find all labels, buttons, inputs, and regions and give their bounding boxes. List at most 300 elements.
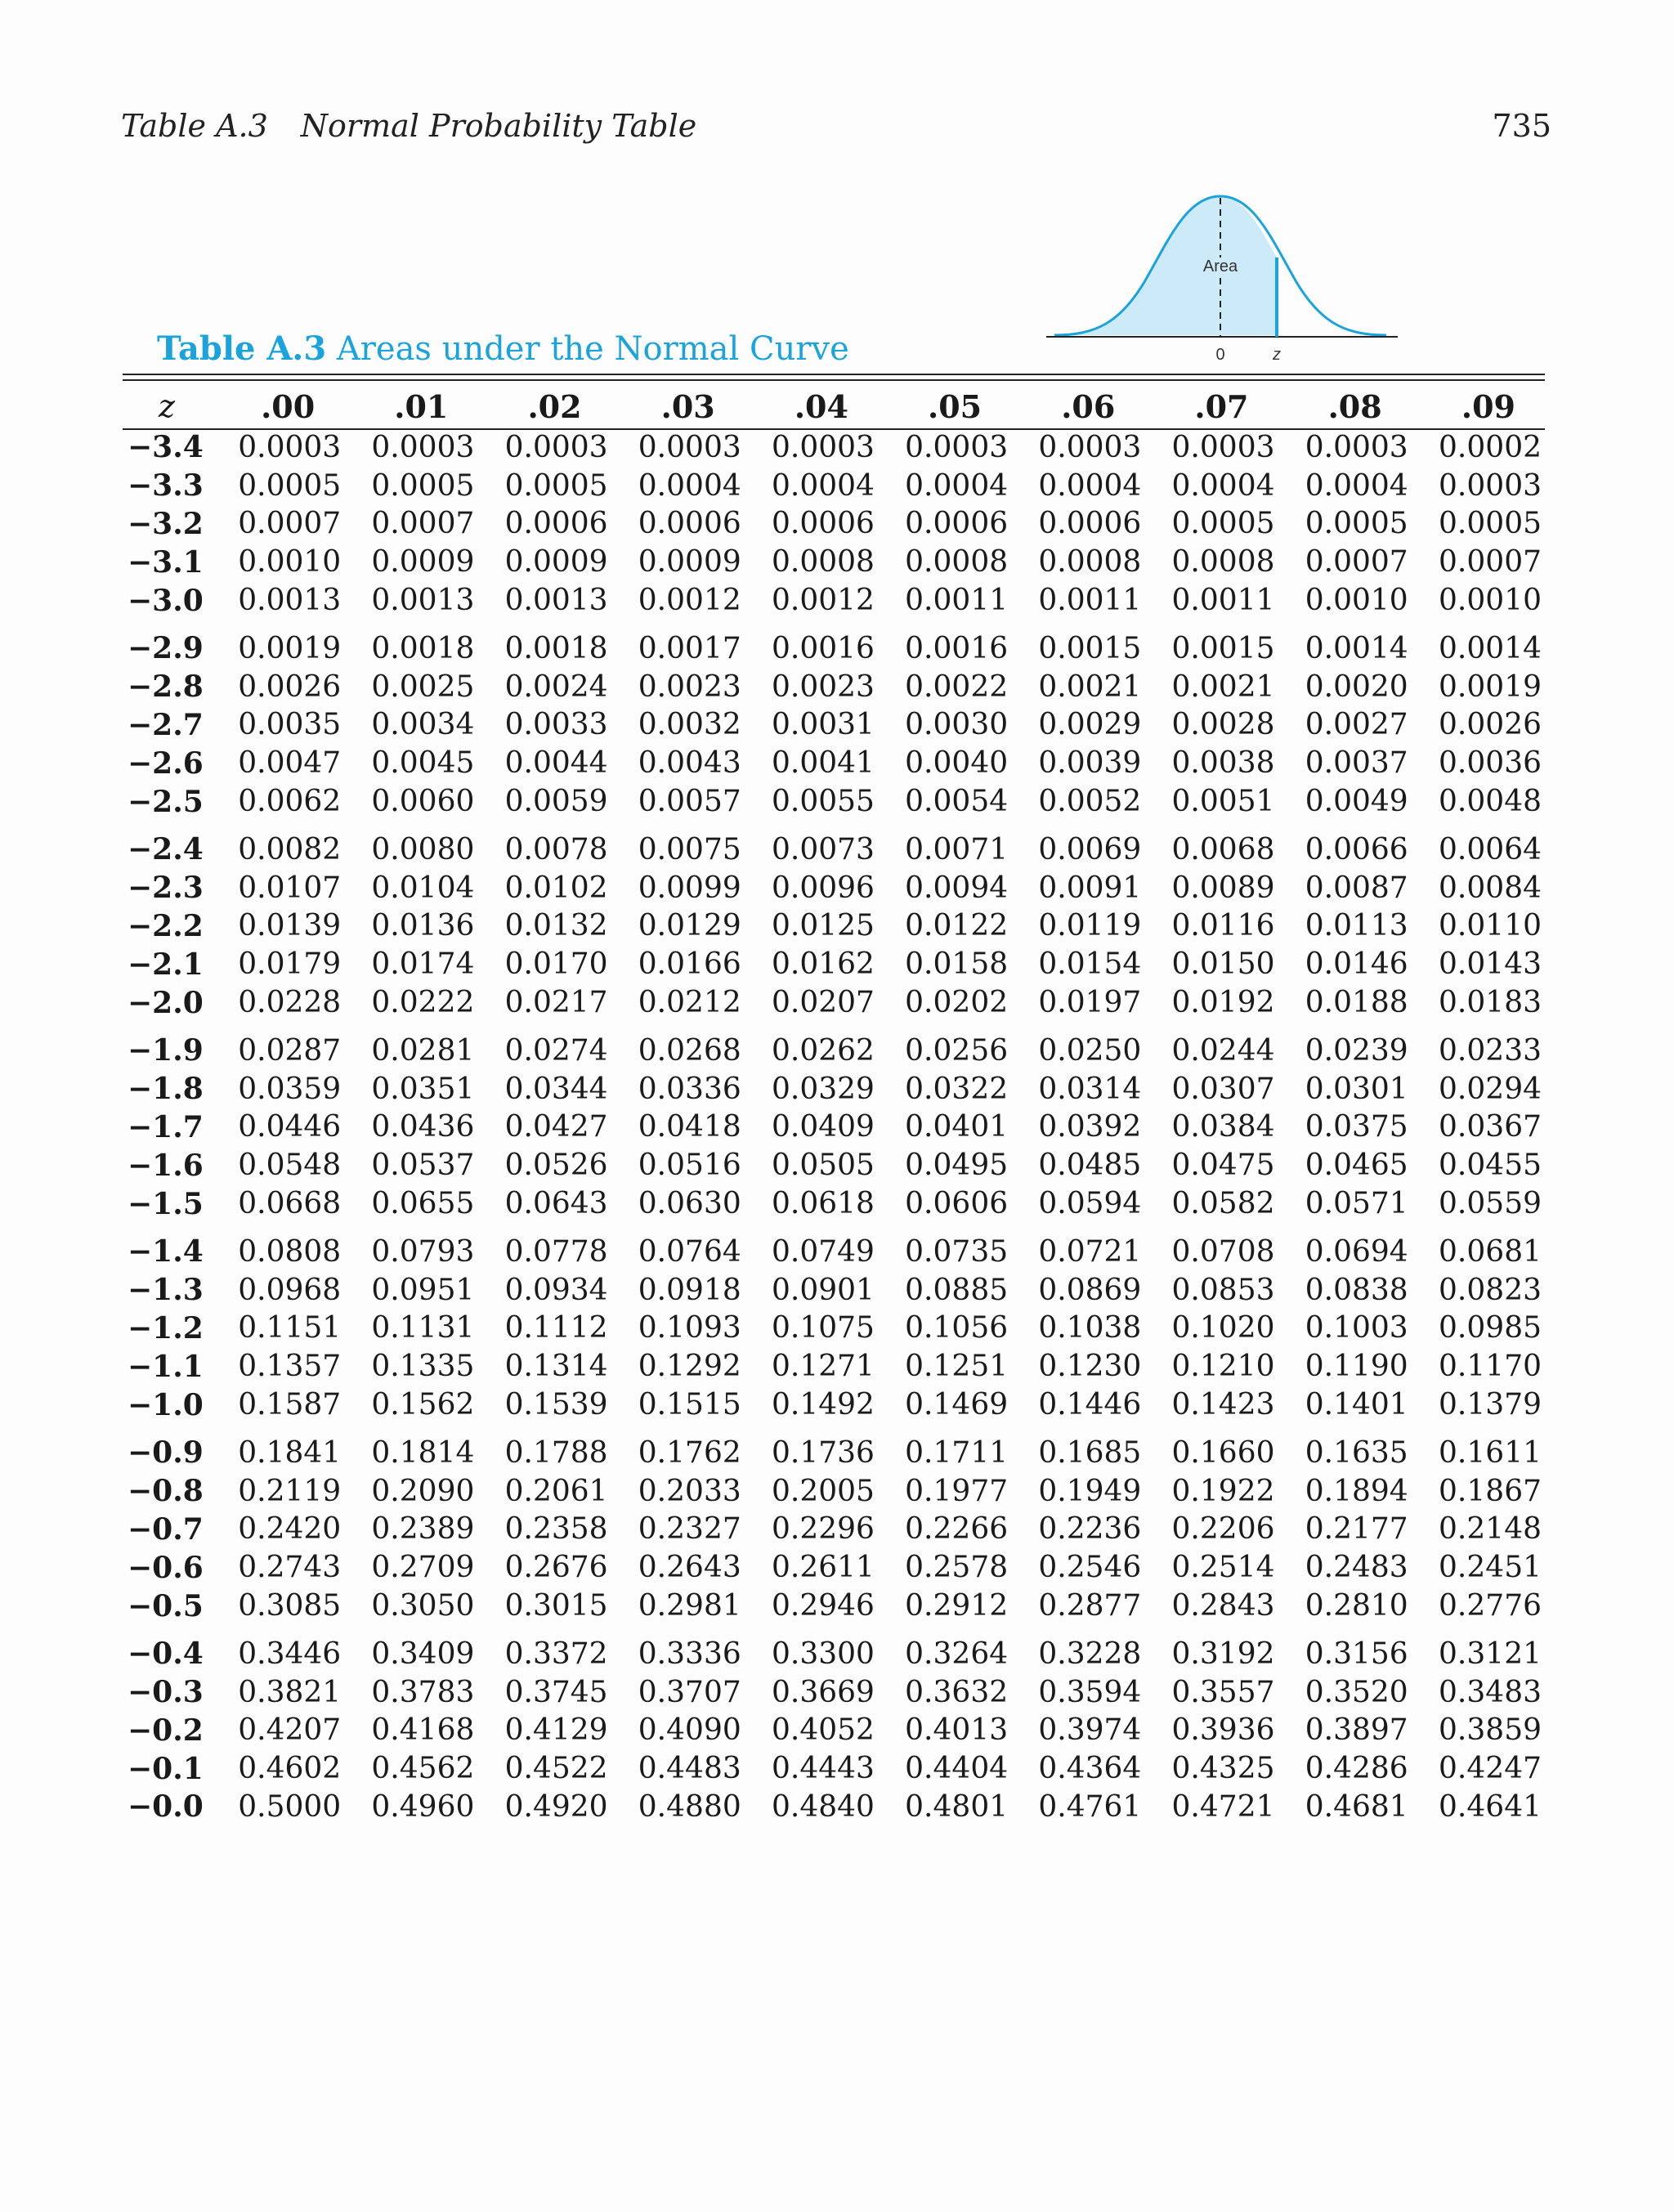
probability-cell: 0.0409 [771,1110,875,1144]
probability-cell: 0.0003 [504,430,608,464]
probability-cell: 0.0162 [771,947,875,982]
probability-cell: 0.0901 [771,1273,875,1307]
probability-cell: 0.4562 [371,1752,475,1786]
probability-cell: 0.0082 [238,832,342,866]
table-row [123,505,1545,544]
probability-cell: 0.2843 [1171,1589,1275,1623]
probability-cell: 0.1736 [771,1435,875,1470]
probability-cell: 0.0034 [371,708,475,742]
probability-cell: 0.2206 [1171,1512,1275,1547]
probability-cell: 0.0059 [504,785,608,819]
table-row [123,1347,1545,1386]
probability-cell: 0.0384 [1171,1110,1275,1144]
probability-cell: 0.2709 [371,1551,475,1585]
z-value-cell: −2.2 [128,908,204,943]
probability-cell: 0.0004 [771,468,875,503]
probability-cell: 0.1587 [238,1388,342,1422]
probability-cell: 0.1038 [1038,1311,1142,1346]
probability-cell: 0.1020 [1171,1311,1275,1346]
probability-cell: 0.2090 [371,1474,475,1508]
probability-cell: 0.2676 [504,1551,608,1585]
probability-cell: 0.0089 [1171,871,1275,905]
probability-cell: 0.0005 [1171,507,1275,541]
table-row [123,706,1545,745]
z-value-cell: −0.4 [128,1637,204,1672]
probability-cell: 0.0004 [1171,468,1275,503]
probability-cell: 0.0004 [1305,468,1408,503]
probability-cell: 0.0019 [1439,669,1542,704]
table-row [123,1223,1545,1271]
probability-cell: 0.0202 [905,986,1009,1020]
probability-cell: 0.4602 [238,1752,342,1786]
z-value-cell: −0.7 [128,1511,204,1547]
table-row [123,1386,1545,1424]
probability-cell: 0.0007 [1305,545,1408,580]
probability-cell: 0.0668 [238,1187,342,1221]
probability-cell: 0.0281 [371,1033,475,1068]
z-value-cell: −2.4 [128,832,204,867]
table-row [123,1184,1545,1223]
probability-cell: 0.1190 [1305,1350,1408,1384]
probability-cell: 0.0465 [1305,1149,1408,1183]
probability-cell: 0.2981 [638,1589,741,1623]
table-row [123,1424,1545,1472]
probability-cell: 0.0047 [238,746,342,781]
column-header: .01 [394,387,449,425]
probability-cell: 0.0043 [638,746,741,781]
probability-cell: 0.3372 [504,1637,608,1671]
probability-cell: 0.3594 [1038,1675,1142,1709]
probability-cell: 0.0212 [638,986,741,1020]
probability-cell: 0.4960 [371,1789,475,1824]
probability-cell: 0.3783 [371,1675,475,1709]
axis-z-label: z [1273,346,1281,364]
probability-cell: 0.0655 [371,1187,475,1221]
probability-cell: 0.0838 [1305,1273,1408,1307]
probability-cell: 0.0287 [238,1033,342,1068]
probability-cell: 0.1335 [371,1350,475,1384]
probability-cell: 0.0021 [1171,669,1275,704]
z-value-cell: −2.5 [128,784,204,819]
probability-cell: 0.0002 [1439,430,1542,464]
probability-cell: 0.3632 [905,1675,1009,1709]
column-header: .02 [527,387,582,425]
probability-cell: 0.0721 [1038,1234,1142,1269]
probability-cell: 0.4168 [371,1713,475,1748]
probability-cell: 0.3228 [1038,1637,1142,1671]
probability-cell: 0.0087 [1305,871,1408,905]
probability-cell: 0.3859 [1439,1713,1542,1748]
probability-cell: 0.1685 [1038,1435,1142,1470]
table-row [123,821,1545,869]
probability-cell: 0.3409 [371,1637,475,1671]
z-value-cell: −0.9 [128,1435,204,1471]
probability-cell: 0.0197 [1038,986,1142,1020]
probability-cell: 0.0367 [1439,1110,1542,1144]
probability-cell: 0.0853 [1171,1273,1275,1307]
probability-cell: 0.0582 [1171,1187,1275,1221]
probability-cell: 0.1423 [1171,1388,1275,1422]
probability-cell: 0.0132 [504,909,608,943]
probability-cell: 0.1401 [1305,1388,1408,1422]
top-rule-1 [123,374,1545,375]
page-number: 735 [1492,108,1551,144]
probability-cell: 0.0005 [1439,507,1542,541]
probability-cell: 0.4129 [504,1713,608,1748]
column-header: .04 [794,387,848,425]
table-row [123,869,1545,907]
probability-cell: 0.0951 [371,1273,475,1307]
probability-cell: 0.0013 [238,584,342,618]
probability-cell: 0.0040 [905,746,1009,781]
probability-cell: 0.0016 [771,631,875,665]
table-caption-text: Areas under the Normal Curve [336,330,849,368]
probability-cell: 0.0099 [638,871,741,905]
probability-cell: 0.1867 [1439,1474,1542,1508]
probability-cell: 0.0207 [771,986,875,1020]
probability-cell: 0.0559 [1439,1187,1542,1221]
running-title-right: Normal Probability Table [300,108,697,144]
probability-cell: 0.0006 [905,507,1009,541]
probability-cell: 0.3264 [905,1637,1009,1671]
z-value-cell: −2.1 [128,947,204,982]
probability-cell: 0.0012 [638,584,741,618]
probability-cell: 0.1922 [1171,1474,1275,1508]
probability-cell: 0.1056 [905,1311,1009,1346]
probability-cell: 0.1075 [771,1311,875,1346]
probability-cell: 0.0401 [905,1110,1009,1144]
probability-cell: 0.0019 [238,631,342,665]
probability-cell: 0.0749 [771,1234,875,1269]
probability-cell: 0.2005 [771,1474,875,1508]
z-value-cell: −0.8 [128,1474,204,1509]
probability-cell: 0.0026 [1439,708,1542,742]
shaded-area [1054,196,1277,335]
probability-cell: 0.0793 [371,1234,475,1269]
probability-cell: 0.0516 [638,1149,741,1183]
probability-cell: 0.0011 [905,584,1009,618]
probability-cell: 0.2514 [1171,1551,1275,1585]
probability-cell: 0.1003 [1305,1311,1408,1346]
probability-cell: 0.3520 [1305,1675,1408,1709]
probability-cell: 0.4920 [504,1789,608,1824]
probability-cell: 0.3015 [504,1589,608,1623]
table-row [123,1146,1545,1184]
probability-cell: 0.0003 [1439,468,1542,503]
probability-cell: 0.0004 [1038,468,1142,503]
column-header: .08 [1327,387,1382,425]
probability-cell: 0.0020 [1305,669,1408,704]
z-value-cell: −1.0 [128,1387,204,1422]
probability-cell: 0.1112 [504,1311,608,1346]
probability-cell: 0.0008 [771,545,875,580]
probability-cell: 0.0329 [771,1072,875,1106]
probability-cell: 0.0003 [1305,430,1408,464]
probability-cell: 0.0166 [638,947,741,982]
probability-cell: 0.1151 [238,1311,342,1346]
probability-cell: 0.4443 [771,1752,875,1786]
probability-cell: 0.1492 [771,1388,875,1422]
probability-cell: 0.0027 [1305,708,1408,742]
probability-cell: 0.0119 [1038,909,1142,943]
probability-cell: 0.0044 [504,746,608,781]
probability-cell: 0.2578 [905,1551,1009,1585]
probability-cell: 0.2177 [1305,1512,1408,1547]
table-row [123,1625,1545,1673]
probability-cell: 0.1357 [238,1350,342,1384]
probability-cell: 0.0618 [771,1187,875,1221]
probability-cell: 0.1894 [1305,1474,1408,1508]
z-value-cell: −0.0 [128,1789,204,1825]
probability-cell: 0.0122 [905,909,1009,943]
table-row [123,782,1545,821]
probability-cell: 0.0143 [1439,947,1542,982]
probability-cell: 0.0217 [504,986,608,1020]
probability-cell: 0.0004 [638,468,741,503]
table-header-row [123,384,1545,428]
z-value-cell: −1.4 [128,1234,204,1269]
z-value-cell: −3.1 [128,544,204,580]
probability-cell: 0.4721 [1171,1789,1275,1824]
probability-cell: 0.0139 [238,909,342,943]
probability-cell: 0.0808 [238,1234,342,1269]
probability-cell: 0.0436 [371,1110,475,1144]
table-row [123,467,1545,505]
probability-cell: 0.0869 [1038,1273,1142,1307]
probability-cell: 0.0003 [771,430,875,464]
table-row [123,1712,1545,1750]
probability-cell: 0.0014 [1305,631,1408,665]
probability-cell: 0.0003 [1038,430,1142,464]
table-row [123,907,1545,946]
probability-cell: 0.0010 [1305,584,1408,618]
normal-curve-figure [1046,184,1406,368]
probability-cell: 0.1170 [1439,1350,1542,1384]
probability-cell: 0.3336 [638,1637,741,1671]
table-row [123,1587,1545,1625]
probability-cell: 0.2451 [1439,1551,1542,1585]
probability-cell: 0.0113 [1305,909,1408,943]
probability-cell: 0.4052 [771,1713,875,1748]
probability-cell: 0.1611 [1439,1435,1542,1470]
probability-cell: 0.0314 [1038,1072,1142,1106]
probability-cell: 0.0078 [504,832,608,866]
z-value-cell: −2.0 [128,985,204,1020]
probability-cell: 0.0418 [638,1110,741,1144]
probability-cell: 0.0116 [1171,909,1275,943]
probability-cell: 0.0526 [504,1149,608,1183]
probability-cell: 0.4840 [771,1789,875,1824]
probability-cell: 0.1711 [905,1435,1009,1470]
probability-cell: 0.0015 [1038,631,1142,665]
probability-cell: 0.0013 [371,584,475,618]
probability-cell: 0.0885 [905,1273,1009,1307]
probability-cell: 0.3483 [1439,1675,1542,1709]
table-caption [157,329,849,368]
probability-cell: 0.0003 [638,430,741,464]
probability-cell: 0.0104 [371,871,475,905]
probability-cell: 0.0011 [1038,584,1142,618]
probability-cell: 0.0094 [905,871,1009,905]
probability-cell: 0.0174 [371,947,475,982]
probability-cell: 0.0012 [771,584,875,618]
table-row [123,1548,1545,1587]
table-row [123,668,1545,706]
probability-cell: 0.2810 [1305,1589,1408,1623]
probability-cell: 0.0003 [371,430,475,464]
probability-cell: 0.0351 [371,1072,475,1106]
table-row [123,744,1545,782]
probability-cell: 0.0392 [1038,1110,1142,1144]
z-value-cell: −2.3 [128,871,204,906]
probability-cell: 0.2483 [1305,1551,1408,1585]
probability-cell: 0.0778 [504,1234,608,1269]
probability-cell: 0.0239 [1305,1033,1408,1068]
column-header: .09 [1461,387,1515,425]
probability-cell: 0.0344 [504,1072,608,1106]
probability-cell: 0.0606 [905,1187,1009,1221]
probability-cell: 0.0548 [238,1149,342,1183]
z-column-header: z [158,388,176,424]
probability-cell: 0.0016 [905,631,1009,665]
probability-cell: 0.3821 [238,1675,342,1709]
probability-cell: 0.0007 [238,507,342,541]
probability-cell: 0.1762 [638,1435,741,1470]
probability-cell: 0.0003 [905,430,1009,464]
probability-cell: 0.0091 [1038,871,1142,905]
running-title-left: Table A.3 [121,108,268,144]
probability-cell: 0.0630 [638,1187,741,1221]
probability-cell: 0.0475 [1171,1149,1275,1183]
probability-cell: 0.1660 [1171,1435,1275,1470]
column-header: .00 [261,387,316,425]
z-value-cell: −0.1 [128,1751,204,1786]
probability-cell: 0.0495 [905,1149,1009,1183]
probability-cell: 0.0026 [238,669,342,704]
probability-cell: 0.0192 [1171,986,1275,1020]
probability-cell: 0.0008 [1171,545,1275,580]
probability-cell: 0.0262 [771,1033,875,1068]
probability-cell: 0.0007 [371,507,475,541]
probability-cell: 0.0055 [771,785,875,819]
probability-cell: 0.0045 [371,746,475,781]
probability-cell: 0.4880 [638,1789,741,1824]
probability-cell: 0.2327 [638,1512,741,1547]
probability-cell: 0.0010 [1439,584,1542,618]
probability-cell: 0.0107 [238,871,342,905]
probability-cell: 0.2946 [771,1589,875,1623]
table-row [123,543,1545,581]
probability-cell: 0.0009 [504,545,608,580]
probability-cell: 0.3897 [1305,1713,1408,1748]
probability-cell: 0.0018 [504,631,608,665]
table-row [123,1022,1545,1070]
probability-cell: 0.0011 [1171,584,1275,618]
table-row [123,1108,1545,1147]
probability-cell: 0.0080 [371,832,475,866]
probability-cell: 0.0307 [1171,1072,1275,1106]
probability-cell: 0.0537 [371,1149,475,1183]
column-header: .06 [1061,387,1116,425]
probability-cell: 0.0049 [1305,785,1408,819]
z-value-cell: −1.1 [128,1349,204,1384]
probability-cell: 0.0968 [238,1273,342,1307]
probability-cell: 0.0375 [1305,1110,1408,1144]
probability-cell: 0.0052 [1038,785,1142,819]
probability-cell: 0.0102 [504,871,608,905]
probability-cell: 0.0336 [638,1072,741,1106]
probability-cell: 0.0764 [638,1234,741,1269]
probability-cell: 0.1635 [1305,1435,1408,1470]
table-row [123,1472,1545,1511]
probability-cell: 0.0006 [504,507,608,541]
z-value-cell: −2.9 [128,631,204,666]
probability-cell: 0.4364 [1038,1752,1142,1786]
probability-cell: 0.4641 [1439,1789,1542,1824]
probability-cell: 0.2877 [1038,1589,1142,1623]
running-head [121,108,696,144]
probability-cell: 0.0571 [1305,1187,1408,1221]
probability-cell: 0.0066 [1305,832,1408,866]
probability-cell: 0.0048 [1439,785,1542,819]
probability-cell: 0.0268 [638,1033,741,1068]
probability-cell: 0.3156 [1305,1637,1408,1671]
probability-cell: 0.3974 [1038,1713,1142,1748]
probability-cell: 0.3050 [371,1589,475,1623]
probability-cell: 0.0250 [1038,1033,1142,1068]
probability-cell: 0.0146 [1305,947,1408,982]
z-value-cell: −0.3 [128,1675,204,1710]
probability-cell: 0.2266 [905,1512,1009,1547]
probability-cell: 0.0823 [1439,1273,1542,1307]
probability-cell: 0.0015 [1171,631,1275,665]
probability-cell: 0.0008 [905,545,1009,580]
probability-cell: 0.2236 [1038,1512,1142,1547]
normal-probability-table [123,384,1545,1826]
probability-cell: 0.0681 [1439,1234,1542,1269]
probability-cell: 0.0031 [771,708,875,742]
probability-cell: 0.4483 [638,1752,741,1786]
probability-cell: 0.2358 [504,1512,608,1547]
probability-cell: 0.0006 [638,507,741,541]
probability-cell: 0.4404 [905,1752,1009,1786]
z-value-cell: −0.5 [128,1588,204,1623]
probability-cell: 0.0030 [905,708,1009,742]
z-value-cell: −0.2 [128,1713,204,1748]
probability-cell: 0.0170 [504,947,608,982]
probability-cell: 0.0068 [1171,832,1275,866]
probability-cell: 0.0014 [1439,631,1542,665]
probability-cell: 0.0009 [371,545,475,580]
probability-cell: 0.0005 [238,468,342,503]
probability-cell: 0.0446 [238,1110,342,1144]
probability-cell: 0.0154 [1038,947,1142,982]
probability-cell: 0.0110 [1439,909,1542,943]
probability-cell: 0.0322 [905,1072,1009,1106]
probability-cell: 0.4013 [905,1713,1009,1748]
probability-cell: 0.2546 [1038,1551,1142,1585]
probability-cell: 0.0032 [638,708,741,742]
probability-cell: 0.1093 [638,1311,741,1346]
z-value-cell: −2.7 [128,707,204,742]
probability-cell: 0.4090 [638,1713,741,1748]
table-row [123,620,1545,668]
probability-cell: 0.2743 [238,1551,342,1585]
probability-cell: 0.2119 [238,1474,342,1508]
z-value-cell: −1.9 [128,1033,204,1068]
probability-cell: 0.0009 [638,545,741,580]
probability-cell: 0.1788 [504,1435,608,1470]
